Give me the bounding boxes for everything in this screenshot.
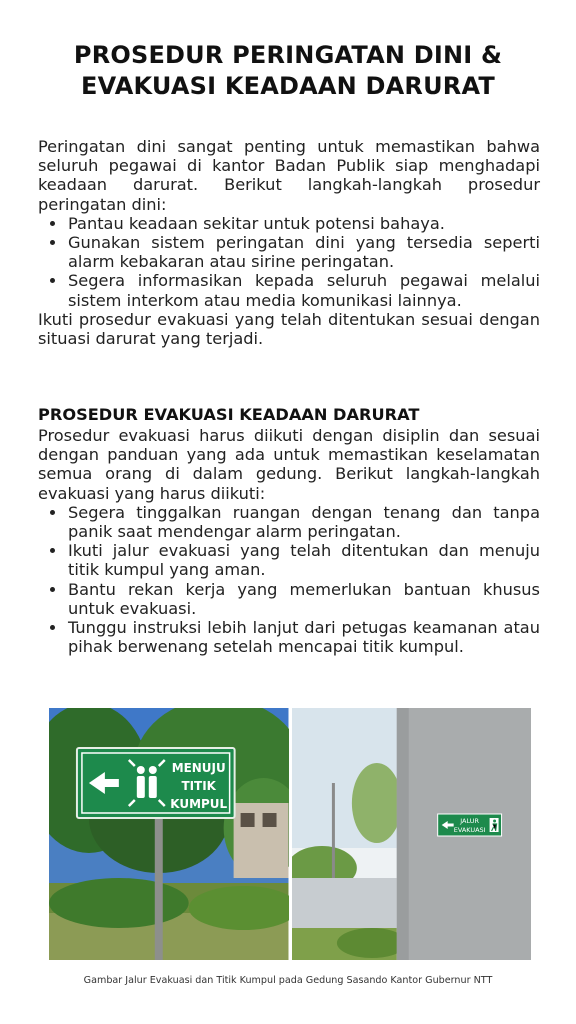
evacuation-bullet: • Ikuti jalur evakuasi yang telah ditentukan dan menuju titik kumpul yang aman.	[67, 541, 540, 579]
intro-section	[38, 137, 540, 348]
photo-row	[49, 708, 531, 960]
evacuation-heading: PROSEDUR EVAKUASI KEADAAN DARURAT	[38, 405, 420, 424]
intro-bullet-list	[38, 214, 540, 310]
title-line-2: EVAKUASI KEADAAN DARURAT	[81, 72, 495, 100]
sign-text-jalur: JALUR	[459, 816, 479, 826]
evacuation-paragraph: Prosedur evakuasi harus diikuti dengan disiplin dan sesuai dengan panduan yang ada untuk memastikan keselamatan semua orang di dalam gedung. Berikut langkah-langkah evakuasi yang harus diikuti:	[38, 426, 540, 503]
intro-bullet: • Pantau keadaan sekitar untuk potensi bahaya.	[67, 214, 540, 233]
evacuation-bullet: • Tunggu instruksi lebih lanjut dari petugas keamanan atau pihak berwenang setelah mencapai titik kumpul.	[67, 618, 540, 656]
page-title	[30, 40, 546, 102]
evacuation-bullet: • Bantu rekan kerja yang memerlukan bantuan khusus untuk evakuasi.	[67, 580, 540, 618]
assembly-point-photo-graphic	[49, 708, 289, 960]
evacuation-bullet: • Segera tinggalkan ruangan dengan tenang dan tanpa panik saat mendengar alarm peringatan.	[67, 503, 540, 541]
evacuation-route-photo	[292, 708, 532, 960]
sign-text-titik: TITIK	[181, 778, 216, 794]
intro-bullet: • Segera informasikan kepada seluruh pegawai melalui sistem interkom atau media komunikasi lainnya.	[67, 271, 540, 309]
intro-closing: Ikuti prosedur evakuasi yang telah ditentukan sesuai dengan situasi darurat yang terjadi.	[38, 309, 540, 349]
title-line-1: PROSEDUR PERINGATAN DINI &	[73, 41, 503, 69]
photo-caption: Gambar Jalur Evakuasi dan Titik Kumpul pada Gedung Sasando Kantor Gubernur NTT	[83, 975, 493, 986]
evacuation-route-photo-graphic	[292, 708, 532, 960]
evacuation-section	[38, 426, 540, 656]
evacuation-bullet-list	[38, 503, 540, 657]
sign-text-menuju: MENUJU	[171, 760, 226, 776]
assembly-point-photo	[49, 708, 289, 960]
intro-bullet: • Gunakan sistem peringatan dini yang tersedia seperti alarm kebakaran atau sirine peringatan.	[67, 233, 540, 271]
sign-text-kumpul: KUMPUL	[170, 796, 228, 812]
intro-paragraph: Peringatan dini sangat penting untuk memastikan bahwa seluruh pegawai di kantor Badan Publik siap menghadapi keadaan darurat. Berikut langkah-langkah prosedur peringatan dini:	[38, 137, 540, 214]
sign-text-evakuasi: EVAKUASI	[453, 825, 486, 835]
